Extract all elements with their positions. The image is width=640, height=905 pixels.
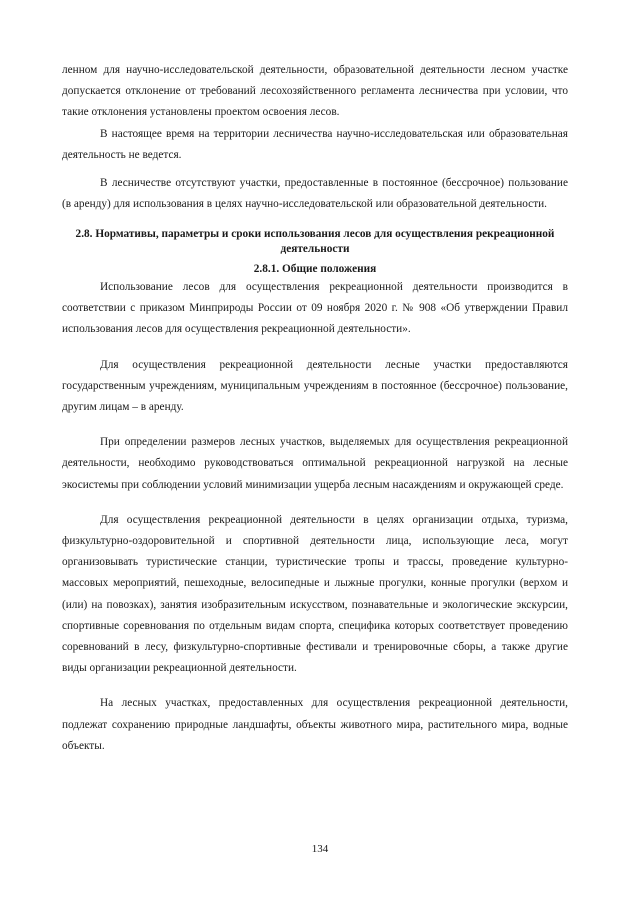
paragraph: В настоящее время на территории лесничества научно-исследовательская или образовательная деятельность не ведется. xyxy=(62,127,568,161)
paragraph: Для осуществления рекреационной деятельности в целях организации отдыха, туризма, физкультурно-оздоровительной и спортивной деятельности лица, использующие леса, могут организовывать туристические станции, туристические тропы и трассы, проведение культурно-массовых мероприятий, пешеходные, велосипедные и лыжные прогулки, конные прогулки (верхом и (или) на повозках), занятия изобразительным искусством, познавательные и экологические экскурсии, спортивные соревнования по отдельным видам спорта, специфика которых соответствует проведению соревнований в лесу, физкультурно-спортивные фестивали и тренировочные сборы, а также другие виды организации рекреационной деятельности. xyxy=(62,513,568,675)
paragraph: Использование лесов для осуществления рекреационной деятельности производится в соответствии с приказом Минприроды России от 09 ноября 2020 г. № 908 «Об утверждении Правил использования лесов для осуществления рекреационной деятельности». xyxy=(62,280,568,336)
paragraph: Для осуществления рекреационной деятельности лесные участки предоставляются государственным учреждениям, муниципальным учреждениям в постоянное (бессрочное) пользование, другим лицам – в аренду. xyxy=(62,358,568,413)
paragraph: При определении размеров лесных участков, выделяемых для осуществления рекреационной деятельности, необходимо руководствоваться оптимальной рекреационной нагрузкой на лесные экосистемы при соблюдении условий минимизации ущерба лесным насаждениям и окружающей среде. xyxy=(62,436,568,491)
paragraph-continued: ленном для научно-исследовательской деятельности, образовательной деятельности лесном участке допускается отклонение от требований лесохозяйственного регламента лесничества при условии, что такие отклонения установлены проектом освоения лесов. xyxy=(62,64,568,119)
subsection-heading: 2.8.1. Общие положения xyxy=(253,263,377,276)
paragraph: В лесничестве отсутствуют участки, предоставленные в постоянное (бессрочное) пользование (в аренду) для использования в целях научно-исследовательской или образовательной деятельности. xyxy=(62,177,568,211)
document-body xyxy=(62,60,568,757)
section-heading: 2.8. Нормативы, параметры и сроки использования лесов для осуществления рекреационной деятельности xyxy=(75,228,555,255)
page-number: 134 xyxy=(311,843,329,855)
paragraph: На лесных участках, предоставленных для осуществления рекреационной деятельности, подлежат сохранению природные ландшафты, объекты животного мира, растительного мира, водные объекты. xyxy=(62,697,568,752)
